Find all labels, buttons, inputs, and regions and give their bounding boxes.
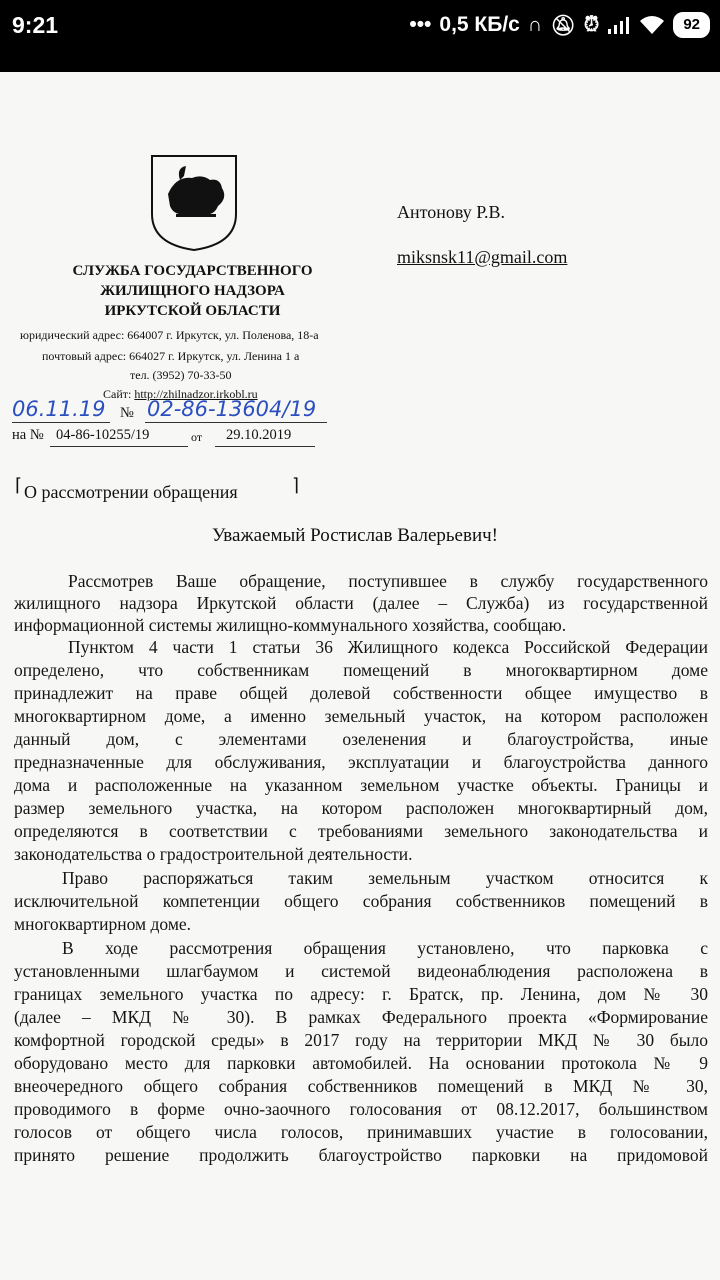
ref-number-underline <box>50 446 188 447</box>
network-speed: 0,5 КБ/с <box>439 13 520 36</box>
handwritten-date: 06.11.19 <box>12 397 106 421</box>
body-line: Рассмотрев Ваше обращение, поступившее в службу государственного <box>68 571 708 591</box>
body-line: Право распоряжаться таким земельным участком относится к <box>62 868 708 888</box>
salutation: Уважаемый Ростислав Валерьевич! <box>212 525 499 546</box>
legal-address: юридический адрес: 664007 г. Иркутск, ул. Поленова, 18-а <box>20 328 319 342</box>
subject-corner-left: ⌈ <box>15 475 23 495</box>
body-line: определено, что собственникам помещений в многоквартирном доме <box>14 660 708 680</box>
body-line: (далее – МКД № 30). В рамках Федерального проекта «Формирование <box>14 1007 708 1027</box>
body-line: исключительной компетенции общего собрания собственников помещений в <box>14 891 708 911</box>
handwritten-number: 02-86-13604/19 <box>147 397 317 421</box>
body-line: принято решение продолжить благоустройство парковки на придомовой <box>14 1145 708 1165</box>
number-sign: № <box>120 405 134 421</box>
phone-number: тел. (3952) 70-33-50 <box>130 368 232 382</box>
body-line: законодательства о градостроительной деятельности. <box>14 844 413 864</box>
body-line: определяются в соответствии с требованиями земельного законодательства и <box>14 821 708 841</box>
subject-corner-right: ⌉ <box>292 475 300 495</box>
body-line: внеочередного общего собрания собственников помещений в МКД № 30, <box>14 1076 708 1096</box>
body-line: проводимого в форме очно-заочного голосования от 08.12.2017, большинством <box>14 1099 708 1119</box>
body-line: В ходе рассмотрения обращения установлено, что парковка с <box>62 938 708 958</box>
mute-icon: 🔕︎ <box>550 14 576 37</box>
body-line: установленными шлагбаумом и системой видеонаблюдения расположена в <box>14 961 708 981</box>
site-label: Сайт: <box>103 387 132 401</box>
more-dots-icon: ••• <box>409 13 432 36</box>
body-line: жилищного надзора Иркутской области (далее – Служба) из государственной <box>14 593 708 613</box>
recipient-email[interactable]: miksnsk11@gmail.com <box>397 247 568 267</box>
body-line: многоквартирном доме. <box>14 914 192 934</box>
org-name-line2: ЖИЛИЩНОГО НАДЗОРА <box>100 283 285 299</box>
body-line: принадлежит на праве общей долевой собственности общее имущество в <box>14 683 708 703</box>
date-underline <box>12 422 110 423</box>
status-bar <box>0 0 720 54</box>
document-page <box>0 72 720 1280</box>
postal-address: почтовый адрес: 664027 г. Иркутск, ул. Ленина 1 а <box>42 349 300 363</box>
body-line: дома и расположенные на указанном земельном участке объекты. Границы и <box>14 775 708 795</box>
number-underline <box>145 422 327 423</box>
body-line: размер земельного участка, на котором расположен многоквартирный дом, <box>14 798 708 818</box>
org-name-line1: СЛУЖБА ГОСУДАРСТВЕННОГО <box>72 263 313 279</box>
headphones-icon: ∩ <box>527 13 543 36</box>
alarm-icon: ⏰︎ <box>583 13 600 36</box>
body-line: информационной системы жилищно-коммунального хозяйства, сообщаю. <box>14 615 567 635</box>
site-link[interactable]: http://zhilnadzor.irkobl.ru <box>134 387 258 401</box>
org-name-line3: ИРКУТСКОЙ ОБЛАСТИ <box>104 303 281 319</box>
subject-line: О рассмотрении обращения <box>24 482 238 502</box>
body-line: оборудовано место для парковки автомобилей. На основании протокола № 9 <box>14 1053 708 1073</box>
body-line: Пунктом 4 части 1 статьи 36 Жилищного кодекса Российской Федерации <box>68 637 708 657</box>
body-line: комфортной городской среды» в 2017 году на территории МКД № 30 было <box>14 1030 708 1050</box>
status-icons <box>409 12 710 38</box>
signal-icon <box>607 15 631 35</box>
ref-date: 29.10.2019 <box>226 427 292 443</box>
body-line: предназначенные для обслуживания, эксплуатации и благоустройства данного <box>14 752 708 772</box>
body-line: многоквартирном доме, а именно земельный участок, на котором расположен <box>14 706 708 726</box>
coat-of-arms-emblem <box>150 154 238 252</box>
ref-date-underline <box>215 446 315 447</box>
body-line: данный дом, с элементами озеленения и благоустройства, иные <box>14 729 708 749</box>
recipient-name: Антонову Р.В. <box>397 202 506 222</box>
ref-number: 04-86-10255/19 <box>56 427 150 443</box>
battery-indicator: 92 <box>673 12 710 38</box>
ref-prefix: на № <box>12 427 44 443</box>
status-time: 9:21 <box>12 12 59 38</box>
wifi-icon <box>639 15 665 35</box>
ref-from: от <box>191 430 203 444</box>
body-line: границах земельного участка по адресу: г. Братск, пр. Ленина, дом № 30 <box>14 984 708 1004</box>
body-line: голосов от общего числа голосов, принимавших участие в голосовании, <box>14 1122 708 1142</box>
